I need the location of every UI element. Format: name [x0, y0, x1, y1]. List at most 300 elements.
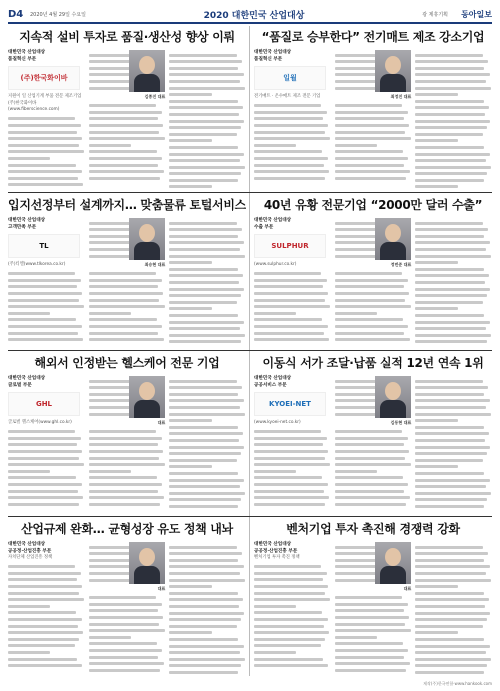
body-text-line — [89, 305, 165, 308]
portrait-caption: 대표 — [157, 586, 166, 591]
body-text-line — [89, 177, 160, 180]
body-text-line — [89, 279, 162, 282]
body-text-line — [169, 439, 239, 442]
body-text-line — [169, 472, 238, 475]
official-portrait — [375, 542, 411, 584]
body-text-line — [8, 272, 75, 275]
body-text-line — [335, 312, 377, 315]
body-text-line — [169, 321, 243, 324]
body-text-line — [335, 104, 402, 107]
body-text-line — [8, 578, 77, 581]
page-number: D4 — [8, 8, 24, 20]
article-intro: 글로벌 헬스케어(www.ghl.co.kr) — [8, 420, 72, 425]
body-text-line — [335, 636, 377, 639]
article-intro: (www.sulphur.co.kr) — [254, 262, 297, 267]
body-text-line — [89, 332, 159, 335]
ceo-portrait — [129, 50, 165, 92]
article-kicker: 대한민국 산업대상 품질혁신 부문 — [8, 50, 46, 62]
body-text-line — [169, 100, 237, 103]
body-text-line — [254, 332, 324, 335]
body-text-line — [415, 93, 457, 96]
body-text-line — [8, 651, 50, 654]
body-text-line — [89, 596, 156, 599]
body-text-line — [169, 60, 242, 63]
body-text-line — [415, 645, 489, 648]
body-text-line — [169, 380, 236, 383]
body-text-line — [415, 485, 486, 488]
body-text-line — [169, 505, 237, 508]
company-logo: GHL — [8, 392, 80, 416]
body-text-line — [169, 146, 238, 149]
body-text-line — [89, 144, 131, 147]
article-kicker: 대한민국 산업대상 글로벌 부문 — [8, 376, 46, 388]
body-text-line — [415, 498, 487, 501]
body-text-line — [254, 496, 329, 499]
body-text-line — [415, 625, 482, 628]
body-text-line — [8, 170, 82, 173]
body-text-line — [89, 137, 165, 140]
body-text-line — [254, 470, 296, 473]
body-text-line — [254, 644, 321, 647]
article-headline: “품질로 승부한다” 전기매트 제조 강소기업 — [261, 30, 485, 44]
body-text-line — [89, 503, 160, 506]
body-text-line — [8, 625, 78, 628]
article-headline: 해외서 인정받는 헬스케어 전문 기업 — [34, 356, 220, 370]
body-text-line — [254, 651, 296, 654]
body-text-line — [415, 288, 490, 291]
article-intro: 벤처기업 투자 촉진 정책 — [254, 555, 300, 560]
body-text-line — [169, 645, 243, 648]
body-text-line — [169, 492, 245, 495]
body-text-line — [415, 185, 457, 188]
body-text-line — [254, 658, 323, 661]
body-text-line — [415, 166, 491, 169]
body-text-line — [169, 631, 211, 634]
body-text-line — [169, 294, 240, 297]
body-text-line — [8, 164, 76, 167]
body-text-line — [89, 623, 160, 626]
body-text-line — [335, 669, 406, 672]
portrait-caption: 대표 — [403, 586, 412, 591]
body-text-line — [8, 565, 75, 568]
article-intro: 자치단체 산업진흥 정책 — [8, 555, 53, 560]
body-text-line — [415, 146, 484, 149]
section-label: 광 제휴기획 — [422, 11, 448, 18]
ceo-portrait — [375, 376, 411, 418]
body-text-line — [89, 649, 163, 652]
body-text-line — [89, 312, 131, 315]
article-headline: 40년 유황 전문기업 “2000만 달러 수출” — [263, 198, 483, 212]
body-text-line — [254, 131, 325, 134]
article-kicker: 대한민국 산업대상 품질혁신 부문 — [254, 50, 292, 62]
body-text-line — [169, 612, 244, 615]
body-text-line — [169, 605, 239, 608]
body-text-line — [415, 612, 490, 615]
body-text-line — [169, 73, 243, 76]
article-6 — [254, 354, 492, 512]
body-text-line — [415, 565, 489, 568]
body-text-line — [169, 618, 240, 621]
body-text-line — [89, 656, 159, 659]
body-text-line — [89, 609, 158, 612]
body-text-line — [8, 457, 79, 460]
body-text-line — [335, 299, 406, 302]
body-text-line — [415, 459, 482, 462]
body-text-line — [335, 124, 409, 127]
body-text-line — [89, 170, 164, 173]
body-text-line — [8, 443, 77, 446]
body-text-line — [89, 616, 163, 619]
body-text-line — [335, 164, 405, 167]
body-text-line — [335, 272, 402, 275]
body-text-line — [169, 106, 243, 109]
body-text-line — [415, 452, 486, 455]
body-text-line — [335, 305, 411, 308]
body-text-line — [169, 406, 240, 409]
body-text-line — [8, 496, 83, 499]
body-text-line — [415, 274, 489, 277]
portrait-caption: 최정진 대표 — [390, 94, 412, 99]
body-text-line — [169, 301, 236, 304]
body-text-line — [89, 470, 131, 473]
portrait-caption: 김종진 대표 — [144, 94, 166, 99]
section-divider — [8, 350, 492, 351]
body-text-line — [335, 170, 410, 173]
body-text-line — [8, 476, 76, 479]
body-text-line — [89, 490, 159, 493]
body-text-line — [335, 338, 410, 341]
body-text-line — [254, 476, 322, 479]
body-text-line — [415, 658, 491, 661]
body-text-line — [254, 463, 330, 466]
body-text-line — [415, 67, 484, 70]
body-text-line — [254, 565, 321, 568]
body-text-line — [254, 585, 328, 588]
body-text-line — [169, 452, 240, 455]
ceo-portrait — [129, 218, 165, 260]
body-text-line — [254, 430, 321, 433]
body-text-line — [335, 437, 408, 440]
body-text-line — [415, 222, 482, 225]
body-text-line — [415, 307, 457, 310]
body-text-line — [8, 325, 82, 328]
body-text-line — [89, 662, 164, 665]
body-text-line — [89, 430, 156, 433]
body-text-line — [335, 490, 405, 493]
body-text-line — [415, 559, 484, 562]
body-text-line — [8, 183, 83, 186]
body-text-line — [415, 255, 491, 258]
body-text-line — [169, 446, 244, 449]
body-text-line — [89, 157, 163, 160]
body-text-line — [89, 338, 164, 341]
body-text-line — [415, 472, 484, 475]
body-text-line — [254, 572, 327, 575]
body-text-line — [415, 505, 483, 508]
body-text-line — [8, 618, 82, 621]
portrait-caption: 대표 — [157, 420, 166, 425]
body-text-line — [254, 664, 328, 667]
body-text-line — [415, 671, 483, 674]
body-text-line — [8, 177, 78, 180]
body-text-line — [89, 450, 163, 453]
page-header — [8, 6, 492, 24]
body-text-line — [415, 664, 487, 667]
body-text-line — [8, 463, 84, 466]
article-headline: 벤처기업 투자 촉진해 경쟁력 강화 — [286, 522, 460, 536]
body-text-line — [335, 457, 406, 460]
body-text-line — [254, 611, 322, 614]
body-text-line — [335, 157, 409, 160]
body-text-line — [415, 113, 485, 116]
body-text-line — [415, 598, 489, 601]
body-text-line — [415, 380, 482, 383]
company-logo: (주)한국화이바 — [8, 66, 80, 90]
body-text-line — [335, 318, 403, 321]
body-text-line — [415, 248, 486, 251]
body-text-line — [254, 625, 324, 628]
body-text-line — [169, 228, 242, 231]
body-text-line — [169, 638, 238, 641]
body-text-line — [89, 325, 163, 328]
body-text-line — [335, 450, 409, 453]
article-kicker: 대한민국 산업대상 고객만족 부문 — [8, 218, 46, 230]
article-headline: 지속적 설비 투자로 품질·생산성 향상 이뤄 — [19, 30, 235, 44]
body-text-line — [169, 565, 243, 568]
ceo-portrait — [375, 218, 411, 260]
body-text-line — [254, 338, 329, 341]
article-headline: 이동식 서가 조달·납품 실적 12년 연속 1위 — [262, 356, 484, 370]
body-text-line — [335, 642, 403, 645]
column-separator — [249, 26, 250, 676]
body-text-line — [169, 120, 244, 123]
body-text-line — [169, 248, 240, 251]
body-text-line — [169, 261, 211, 264]
issue-date: 2020년 4월 29일 수요일 — [30, 11, 87, 18]
official-portrait — [129, 542, 165, 584]
body-text-line — [169, 113, 239, 116]
body-text-line — [89, 292, 163, 295]
ceo-portrait — [375, 50, 411, 92]
body-text-line — [8, 332, 78, 335]
body-text-line — [169, 340, 241, 343]
body-text-line — [415, 73, 489, 76]
body-text-line — [415, 159, 486, 162]
body-text-line — [335, 596, 402, 599]
article-7 — [8, 520, 246, 678]
body-text-line — [169, 413, 245, 416]
body-text-line — [8, 638, 79, 641]
body-text-line — [335, 292, 409, 295]
body-text-line — [8, 292, 82, 295]
body-text-line — [335, 470, 377, 473]
body-text-line — [335, 616, 409, 619]
body-text-line — [169, 658, 245, 661]
body-text-line — [415, 579, 491, 582]
newspaper-logo: 동아일보 — [461, 8, 492, 19]
body-text-line — [254, 104, 321, 107]
article-kicker: 대한민국 산업대상 수출 부문 — [254, 218, 292, 230]
body-text-line — [169, 585, 211, 588]
section-title: 2020 대한민국 산업대상 — [203, 10, 305, 21]
body-text-line — [8, 144, 79, 147]
body-text-line — [415, 334, 491, 337]
body-text-line — [415, 546, 482, 549]
portrait-caption: 최승현 대표 — [144, 262, 166, 267]
body-text-line — [89, 104, 156, 107]
body-text-line — [89, 443, 158, 446]
article-intro: 지원이 일 산업기계 부품 전문 제조기업(주)한국화이바(www.fiberscience.com) — [8, 94, 82, 113]
body-text-line — [8, 285, 77, 288]
body-text-line — [8, 157, 50, 160]
body-text-line — [254, 170, 329, 173]
body-text-line — [169, 671, 237, 674]
body-text-line — [254, 592, 325, 595]
body-text-line — [254, 325, 328, 328]
body-text-line — [335, 483, 409, 486]
body-text-line — [89, 150, 157, 153]
body-text-line — [254, 144, 296, 147]
body-text-line — [169, 172, 241, 175]
body-text-line — [169, 393, 238, 396]
body-text-line — [169, 485, 240, 488]
portrait-caption: 정번준 대표 — [390, 262, 412, 267]
body-text-line — [169, 399, 243, 402]
article-5 — [8, 354, 246, 512]
body-text-line — [169, 80, 240, 83]
body-text-line — [254, 503, 325, 506]
body-text-line — [89, 457, 160, 460]
body-text-line — [169, 465, 211, 468]
body-text-line — [169, 651, 240, 654]
body-text-line — [8, 430, 75, 433]
body-text-line — [415, 638, 484, 641]
article-kicker: 대한민국 산업대상 공공정·산업진흥 부문 — [8, 542, 52, 554]
body-text-line — [169, 419, 211, 422]
body-text-line — [254, 578, 323, 581]
body-text-line — [8, 279, 81, 282]
body-text-line — [415, 446, 490, 449]
body-text-line — [415, 235, 484, 238]
company-logo: SULPHUR — [254, 234, 326, 258]
body-text-line — [89, 285, 158, 288]
body-text-line — [254, 631, 329, 634]
body-text-line — [169, 281, 239, 284]
body-text-line — [335, 430, 402, 433]
body-text-line — [415, 126, 486, 129]
body-text-line — [254, 457, 325, 460]
body-text-line — [8, 483, 82, 486]
body-text-line — [335, 285, 404, 288]
body-text-line — [8, 664, 82, 667]
body-text-line — [415, 321, 489, 324]
article-kicker: 대한민국 산업대상 공공서비스 부문 — [254, 376, 292, 388]
body-text-line — [415, 228, 488, 231]
body-text-line — [169, 179, 237, 182]
body-text-line — [335, 649, 409, 652]
ceo-portrait — [129, 376, 165, 418]
page-footer: 제작(주)한국연합·www.hankook.com — [423, 681, 492, 686]
body-text-line — [415, 552, 488, 555]
body-text-line — [254, 164, 324, 167]
body-text-line — [169, 386, 242, 389]
body-text-line — [415, 631, 457, 634]
body-text-line — [415, 465, 457, 468]
body-text-line — [415, 153, 489, 156]
body-text-line — [415, 106, 489, 109]
body-text-line — [89, 629, 165, 632]
body-text-line — [335, 476, 403, 479]
body-text-line — [89, 318, 157, 321]
body-text-line — [415, 419, 457, 422]
body-text-line — [169, 268, 237, 271]
body-text-line — [415, 651, 486, 654]
body-text-line — [415, 120, 490, 123]
body-text-line — [169, 572, 240, 575]
body-text-line — [169, 139, 211, 142]
body-text-line — [254, 117, 323, 120]
body-text-line — [335, 603, 408, 606]
body-text-line — [8, 124, 81, 127]
body-text-line — [8, 585, 82, 588]
article-headline: 입지선정부터 설계까지… 맞춤물류 토털서비스 — [8, 198, 246, 212]
body-text-line — [415, 432, 489, 435]
body-text-line — [335, 443, 404, 446]
body-text-line — [335, 111, 408, 114]
body-text-line — [89, 124, 163, 127]
body-text-line — [415, 268, 483, 271]
article-intro: 전기매트 · 온수매트 제조 전문 기업 — [254, 94, 321, 99]
body-text-line — [415, 618, 486, 621]
body-text-line — [415, 139, 457, 142]
section-divider — [8, 192, 492, 193]
body-text-line — [169, 459, 236, 462]
article-8 — [254, 520, 492, 678]
body-text-line — [169, 126, 240, 129]
body-text-line — [169, 598, 243, 601]
body-text-line — [415, 60, 488, 63]
body-text-line — [254, 177, 325, 180]
body-text-line — [254, 598, 330, 601]
company-logo: TL — [8, 234, 80, 258]
article-kicker: 대한민국 산업대상 공공정·산업진흥 부문 — [254, 542, 298, 554]
body-text-line — [169, 54, 236, 57]
body-text-line — [8, 592, 79, 595]
body-text-line — [169, 133, 236, 136]
body-text-line — [254, 157, 328, 160]
body-text-line — [415, 87, 491, 90]
body-text-line — [254, 299, 325, 302]
body-text-line — [8, 658, 77, 661]
body-text-line — [415, 294, 486, 297]
body-text-line — [8, 299, 79, 302]
body-text-line — [8, 131, 77, 134]
body-text-line — [335, 662, 410, 665]
body-text-line — [415, 133, 482, 136]
article-1 — [8, 28, 246, 188]
company-logo: KYOEI-NET — [254, 392, 326, 416]
body-text-line — [89, 299, 160, 302]
body-text-line — [415, 426, 483, 429]
body-text-line — [169, 153, 243, 156]
body-text-line — [254, 318, 322, 321]
body-text-line — [8, 631, 83, 634]
body-text-line — [254, 285, 323, 288]
body-text-line — [415, 327, 486, 330]
body-text-line — [415, 340, 487, 343]
body-text-line — [8, 117, 75, 120]
body-text-line — [169, 498, 241, 501]
